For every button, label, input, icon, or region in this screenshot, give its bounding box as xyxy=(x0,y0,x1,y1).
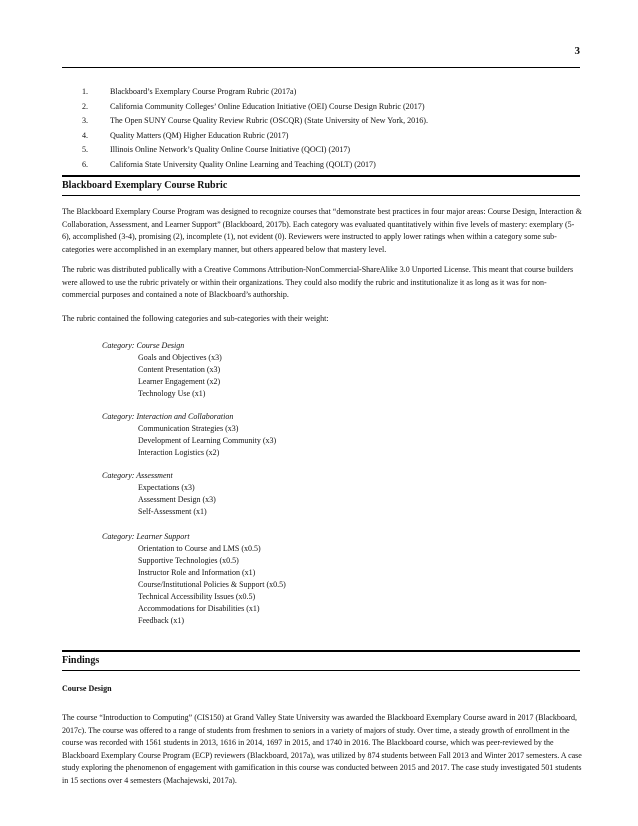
paragraph: The rubric contained the following categories and sub-categories with their weight: xyxy=(62,314,329,323)
subcategory-item: Feedback (x1) xyxy=(138,616,184,625)
subcategory-item: Course/Institutional Policies & Support (x0.5) xyxy=(138,580,286,589)
subcategory-item: Orientation to Course and LMS (x0.5) xyxy=(138,544,261,553)
list-text: Quality Matters (QM) Higher Education Rubric (2017) xyxy=(110,130,289,140)
list-number: 5. xyxy=(82,145,89,154)
list-text: California State University Quality Online Learning and Teaching (QOLT) (2017) xyxy=(110,159,376,169)
paragraph: The Blackboard Exemplary Course Program was designed to recognize courses that “demonstrate best practices in four major areas: Course Design, Interaction & Collaboration, Assessment, and Learner Support” (Blackboard, 2017b). Each category was evaluated quantitatively within five levels of mastery: exemplary (5-6), accomplished (3-4), promising (2), incomplete (1), not evident (0). Reviewers were instructed to apply lower ratings when within a category some sub-categories were accomplished in an exemplary manner, but others appeared below that mastery level. xyxy=(62,207,582,254)
list-text: Blackboard’s Exemplary Course Program Rubric (2017a) xyxy=(110,87,297,96)
list-item xyxy=(82,114,428,129)
subcategory-item: Accommodations for Disabilities (x1) xyxy=(138,604,260,613)
category-label: Category: Learner Support xyxy=(102,532,190,541)
list-text: Illinois Online Network’s Quality Online Course Initiative (QOCI) (2017) xyxy=(110,145,351,154)
list-number: 6. xyxy=(82,159,89,169)
list-item xyxy=(82,85,428,100)
list-item xyxy=(82,143,428,158)
paragraph: The course “Introduction to Computing” (CIS150) at Grand Valley State University was awarded the Blackboard Exemplary Course award in 2017 (Blackboard, 2017c). The course was offered to a range of students from freshmen to seniors in a variety of majors of study. Over time, a steady growth of enrollment in the course was recorded with 1561 students in 2013, 1616 in 2014, 1697 in 2015, and 1740 in 2016. The Blackboard course, which was peer-reviewed by the Blackboard Exemplary Course Program (ECP) reviewers (Blackboard, 2017a), was utilized by 874 students between Fall 2013 and Winter 2017 semesters. A case study exploring the phenomenon of engagement with gamification in this course was conducted between 2015 and 2017. The case study investigated 501 students in 15 sections over 4 semesters (Machajewski, 2017a). xyxy=(62,713,582,785)
header-rule xyxy=(62,67,580,68)
subcategory-item: Communication Strategies (x3) xyxy=(138,424,239,433)
page-number: 3 xyxy=(574,45,580,57)
category-label: Category: Course Design xyxy=(102,341,185,350)
section-divider xyxy=(62,650,580,671)
subcategory-item: Content Presentation (x3) xyxy=(138,365,221,374)
section-heading-blackboard: Blackboard Exemplary Course Rubric xyxy=(62,180,228,191)
list-item xyxy=(82,100,428,115)
list-item xyxy=(82,158,428,173)
subcategory-item: Supportive Technologies (x0.5) xyxy=(138,556,239,565)
subcategory-item: Interaction Logistics (x2) xyxy=(138,448,220,457)
rubric-list xyxy=(82,85,428,172)
subcategory-item: Expectations (x3) xyxy=(138,483,195,492)
list-number: 4. xyxy=(82,130,89,140)
subheading-course-design: Course Design xyxy=(62,684,112,693)
subcategory-item: Technical Accessibility Issues (x0.5) xyxy=(138,592,256,601)
paragraph: The rubric was distributed publically with a Creative Commons Attribution-NonCommercial-ShareAlike 3.0 Unported License. This meant that course builders were allowed to use the rubric privately or within their organizations. They could also modify the rubric and institutionalize it as long as it was for non-commercial purposes and contained a note of Blackboard’s authorship. xyxy=(62,265,574,299)
section-heading-findings: Findings xyxy=(62,655,100,666)
subcategory-item: Learner Engagement (x2) xyxy=(138,377,221,386)
category-label: Category: Interaction and Collaboration xyxy=(102,412,234,421)
subcategory-item: Technology Use (x1) xyxy=(138,389,206,398)
subcategory-item: Self-Assessment (x1) xyxy=(138,507,207,516)
subcategory-item: Development of Learning Community (x3) xyxy=(138,436,277,445)
list-item xyxy=(82,129,428,144)
list-number: 1. xyxy=(82,87,89,96)
list-number: 3. xyxy=(82,116,89,125)
list-number: 2. xyxy=(82,101,89,111)
subcategory-item: Goals and Objectives (x3) xyxy=(138,353,222,362)
list-text: California Community Colleges’ Online Education Initiative (OEI) Course Design Rubric (2017) xyxy=(110,101,425,111)
category-label: Category: Assessment xyxy=(102,471,173,480)
list-text: The Open SUNY Course Quality Review Rubric (OSCQR) (State University of New York, 2016). xyxy=(110,116,429,125)
subcategory-item: Assessment Design (x3) xyxy=(138,495,216,504)
subcategory-item: Instructor Role and Information (x1) xyxy=(138,568,256,577)
